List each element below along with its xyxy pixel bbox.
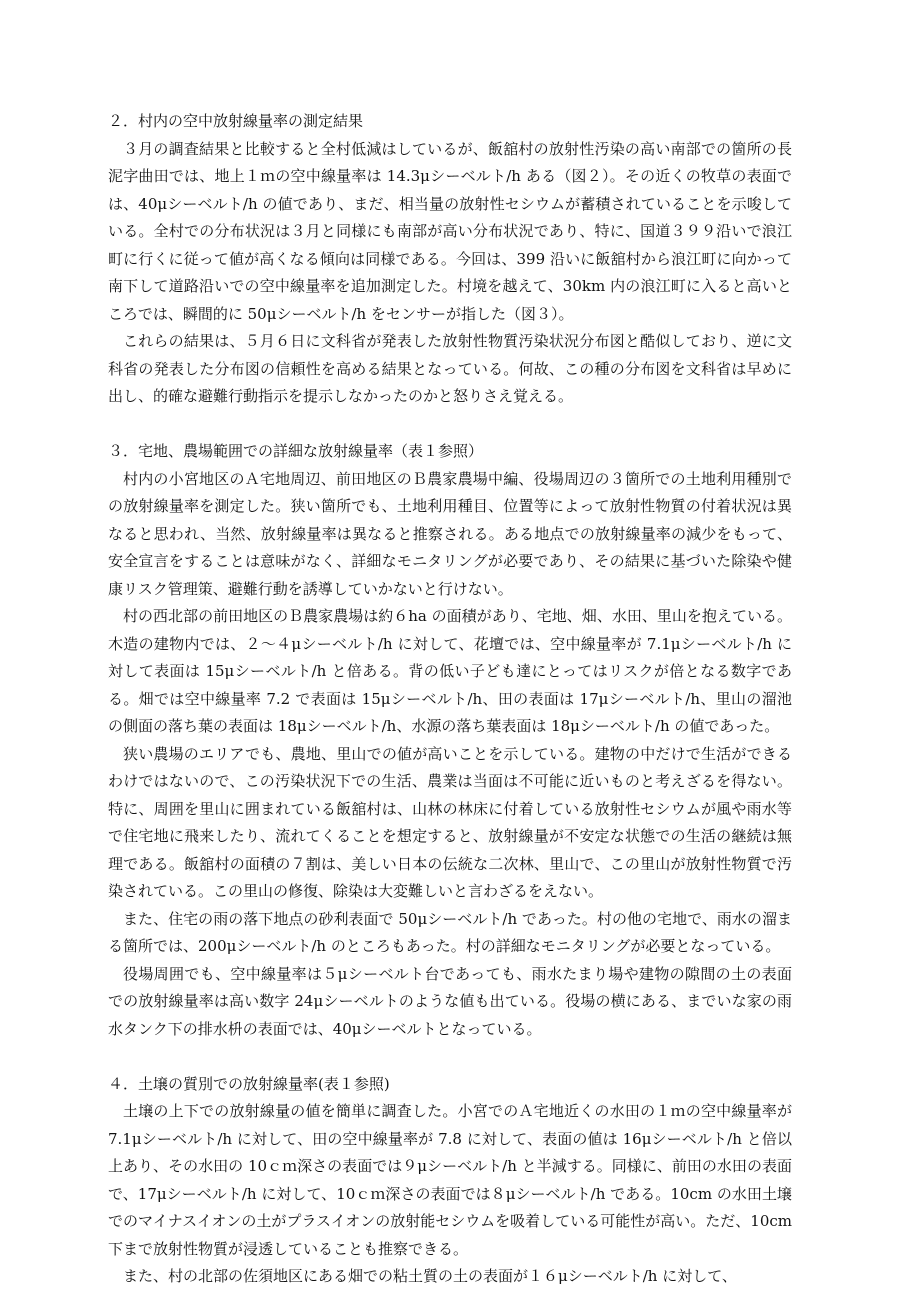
section-2 [108,108,792,411]
paragraph: 土壌の上下での放射線量の値を簡単に調査した。小宮でのＡ宅地近くの水田の１ｍの空中線量率が 7.1μシーベルト/h に対して、田の空中線量率が 7.8 に対して、表面の値は 16μシーベルト/h と倍以上あり、その水田の 10ｃｍ深さの表面では９μシーベルト/h と半減する。同様に、前田の水田の表面で、17μシーベルト/h に対して、10ｃｍ深さの表面では８μシーベルト/h である。10cm の水田土壌でのマイナスイオンの土がプラスイオンの放射能セシウムを吸着している可能性が高い。ただ、10cm 下まで放射性物質が浸透していることも推察できる。 [108,1102,792,1258]
section-heading: ３．宅地、農場範囲での詳細な放射線量率（表１参照） [108,442,484,460]
paragraph: また、村の北部の佐須地区にある畑での粘土質の土の表面が１６μシーベルト/h に対して、 [123,1267,737,1285]
paragraph: 役場周囲でも、空中線量率は５μシーベルト台であっても、雨水たまり場や建物の隙間の土の表面での放射線量率は高い数字 24μシーベルトのような値も出ている。役場の横にある、までいな家の雨水タンク下の排水枡の表面では、40μシーベルトとなっている。 [108,964,792,1038]
paragraph: 村内の小宮地区のＡ宅地周辺、前田地区のＢ農家農場中編、役場周辺の３箇所での土地利用種別での放射線量率を測定した。狭い箇所でも、土地利用種目、位置等によって放射性物質の付着状況は異なると思われ、当然、放射線量率は異なると推察される。ある地点での放射線量率の減少をもって、安全宣言をすることは意味がなく、詳細なモニタリングが必要であり、その結果に基づいた除染や健康リスク管理策、避難行動を誘導していかないと行けない。 [108,469,792,598]
paragraph: また、住宅の雨の落下地点の砂利表面で 50μシーベルト/h であった。村の他の宅地で、雨水の溜まる箇所では、200μシーベルト/h のところもあった。村の詳細なモニタリングが必要となっている。 [108,909,792,955]
paragraph: 村の西北部の前田地区のＢ農家農場は約６ha の面積があり、宅地、畑、水田、里山を抱えている。木造の建物内では、２～４μシーベルト/h に対して、花壇では、空中線量率が 7.1μシーベルト/h に対して表面は 15μシーベルト/h と倍ある。背の低い子ども達にとってはリスクが倍となる数字である。畑では空中線量率 7.2 で表面は 15μシーベルト/h、田の表面は 17μシーベルト/h、里山の溜池の側面の落ち葉の表面は 18μシーベルト/h、水源の落ち葉表面は 18μシーベルト/h の値であった。 [108,607,792,735]
section-heading: ２．村内の空中放射線量率の測定結果 [108,112,364,130]
paragraph: 狭い農場のエリアでも、農地、里山での値が高いことを示している。建物の中だけで生活ができるわけではないので、この汚染状況下での生活、農業は当面は不可能に近いものと考えざるを得ない。特に、周囲を里山に囲まれている飯舘村は、山林の林床に付着している放射性セシウムが風や雨水等で住宅地に飛来したり、流れてくることを想定すると、放射線量が不安定な状態での生活の継続は無理である。飯舘村の面積の７割は、美しい日本の伝統な二次林、里山で、この里山が放射性物質で汚染されている。この里山の修復、除染は大変難しいと言わざるをえない。 [108,744,792,900]
paragraph: ３月の調査結果と比較すると全村低減はしているが、飯舘村の放射性汚染の高い南部での箇所の長泥字曲田では、地上１ｍの空中線量率は 14.3μシーベルト/h ある（図２）。その近くの牧草の表面では、40μシーベルト/h の値であり、まだ、相当量の放射性セシウムが蓄積されていることを示唆している。全村での分布状況は３月と同様にも南部が高い分布状況であり、特に、国道３９９沿いで浪江町に行くに従って値が高くなる傾向は同様である。今回は、399 沿いに飯舘村から浪江町に向かって南下して道路沿いでの空中線量率を追加測定した。村境を越えて、30km 内の浪江町に入ると高いところでは、瞬間的に 50μシーベルト/h をセンサーが指した（図３）。 [108,139,792,323]
section-spacer [108,1043,792,1071]
section-4 [108,1071,792,1291]
section-3 [108,438,792,1043]
section-spacer [108,411,792,439]
section-heading: ４．土壌の質別での放射線量率(表１参照) [108,1074,390,1093]
paragraph: これらの結果は、５月６日に文科省が発表した放射性物質汚染状況分布図と酷似しており、逆に文科省の発表した分布図の信頼性を高める結果となっている。何故、この種の分布図を文科省は早めに出し、的確な避難行動指示を提示しなかったのかと怒りさえ覚える。 [108,332,792,405]
